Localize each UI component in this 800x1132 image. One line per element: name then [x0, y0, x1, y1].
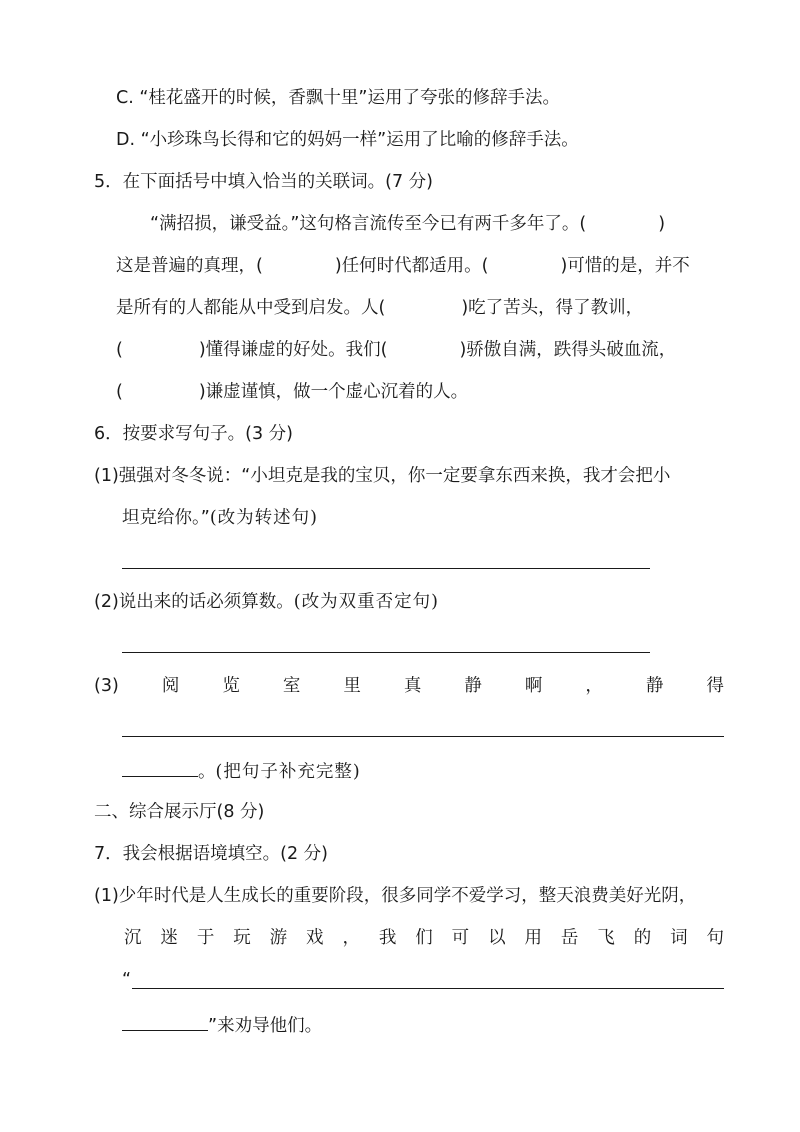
q5-line-5: [116, 380, 468, 404]
q7-item-1-char: 岳: [560, 928, 579, 948]
q7-item-1-char: 可: [451, 928, 470, 948]
section-2-title: 二、综合展示厅(8 分): [94, 802, 265, 822]
q6-item-3-char: 里: [343, 676, 361, 696]
q6-item-2-answer-line[interactable]: [122, 652, 650, 653]
q7-item-1-char: 飞: [597, 928, 615, 948]
q7-item-1-char: 于: [196, 928, 215, 948]
q6-item-1-line-1: (1)强强对冬冬说：“小坦克是我的宝贝，你一定要拿东西来换，我才会把小: [94, 466, 671, 486]
q6-item-3-char: 真: [403, 676, 422, 696]
q6-item-2-line: [94, 590, 439, 614]
q4-option-c: C. “桂花盛开的时候，香飘十里”运用了夸张的修辞手法。: [116, 88, 560, 108]
q7-item-1-char: 们: [415, 928, 433, 948]
q6-item-2-text: (2)说出来的话必须算数。: [94, 592, 294, 612]
q5-line-4-a: (: [116, 340, 123, 360]
q6-item-1-text: 坦克给你。”: [122, 508, 210, 528]
q6-item-3-char: 静: [645, 676, 664, 696]
q6-item-3-char: 览: [222, 676, 240, 696]
q7-item-1-char: 戏: [306, 928, 324, 948]
q5-line-2: [116, 254, 690, 278]
q7-item-1-char: 的: [633, 928, 652, 948]
q5-title: 5．在下面括号中填入恰当的关联词。(7 分): [94, 172, 433, 192]
q6-item-3-char: 啊: [524, 676, 543, 696]
q7-item-1-char: 以: [488, 928, 506, 948]
q5-line-4-c: )骄傲自满，跌得头破血流，: [459, 340, 677, 360]
q7-item-1-line-1: (1)少年时代是人生成长的重要阶段，很多同学不爱学习，整天浪费美好光阴，: [94, 886, 697, 906]
q7-item-1-close: ”来劝导他们。: [208, 1016, 323, 1036]
q7-item-1-answer-short[interactable]: [122, 1012, 208, 1031]
q6-item-1-note: (改为转述句): [209, 508, 318, 528]
q6-item-3-end: 。: [198, 762, 216, 782]
q6-item-3-char: 静: [464, 676, 482, 696]
q7-item-1-open-quote: “: [122, 970, 132, 990]
q7-title: 7．我会根据语境填空。(2 分): [94, 844, 328, 864]
q5-line-3-b: )吃了苦头，得了教训，: [461, 298, 644, 318]
q7-item-1-char: 词: [670, 928, 688, 948]
q7-item-1-line-2: [124, 926, 724, 950]
q5-line-1-text: “满招损，谦受益。”这句格言流传至今已有两千多年了。(: [150, 214, 587, 234]
q7-item-1-char: 我: [378, 928, 397, 948]
q5-line-4: [116, 338, 676, 362]
q6-item-3-char: 阅: [161, 676, 180, 696]
q6-item-1-line-2: [122, 506, 318, 530]
q6-item-3-answer-line[interactable]: [122, 736, 724, 737]
q5-line-2-c: )可惜的是，并不: [560, 256, 690, 276]
q7-item-1-char: 用: [524, 928, 542, 948]
q7-item-1-char: 沉: [124, 928, 142, 948]
q4-option-d: D. “小珍珠鸟长得和它的妈妈一样”运用了比喻的修辞手法。: [116, 130, 579, 150]
q5-line-4-b: )懂得谦虚的好处。我们(: [198, 340, 388, 360]
q5-line-5-b: )谦虚谨慎，做一个虚心沉着的人。: [198, 382, 469, 402]
q6-item-3-char: 得: [706, 676, 724, 696]
q5-line-2-a: 这是普遍的真理，(: [116, 256, 263, 276]
q6-item-1-answer-line[interactable]: [122, 568, 650, 569]
q7-item-1-char: 迷: [160, 928, 178, 948]
q5-line-1: [150, 212, 665, 236]
q7-item-1-line-4: [122, 1012, 322, 1038]
q5-line-3: [116, 296, 643, 320]
q6-item-2-note: (改为双重否定句): [293, 592, 439, 612]
q6-item-3-char: 室: [282, 676, 301, 696]
q6-item-3-answer-short[interactable]: [122, 758, 198, 777]
q6-item-3-char: (3): [94, 676, 119, 696]
q5-line-1-end: ): [658, 214, 666, 234]
q7-item-1-char: 玩: [233, 928, 251, 948]
q7-item-1-char: 游: [269, 928, 288, 948]
q6-title: 6．按要求写句子。(3 分): [94, 424, 293, 444]
q5-line-5-a: (: [116, 382, 123, 402]
q7-item-1-answer-line[interactable]: [132, 988, 724, 989]
q5-line-3-a: 是所有的人都能从中受到启发。人(: [116, 298, 386, 318]
q6-item-3-line-2: [122, 758, 361, 784]
q5-line-2-b: )任何时代都适用。(: [334, 256, 489, 276]
q6-item-3-note: (把句子补充完整): [215, 762, 361, 782]
q7-item-1-char: ，: [342, 928, 360, 948]
q7-item-1-char: 句: [706, 928, 724, 948]
q6-item-3-char: ，: [585, 676, 603, 696]
q6-item-3-line-1: [94, 674, 724, 698]
